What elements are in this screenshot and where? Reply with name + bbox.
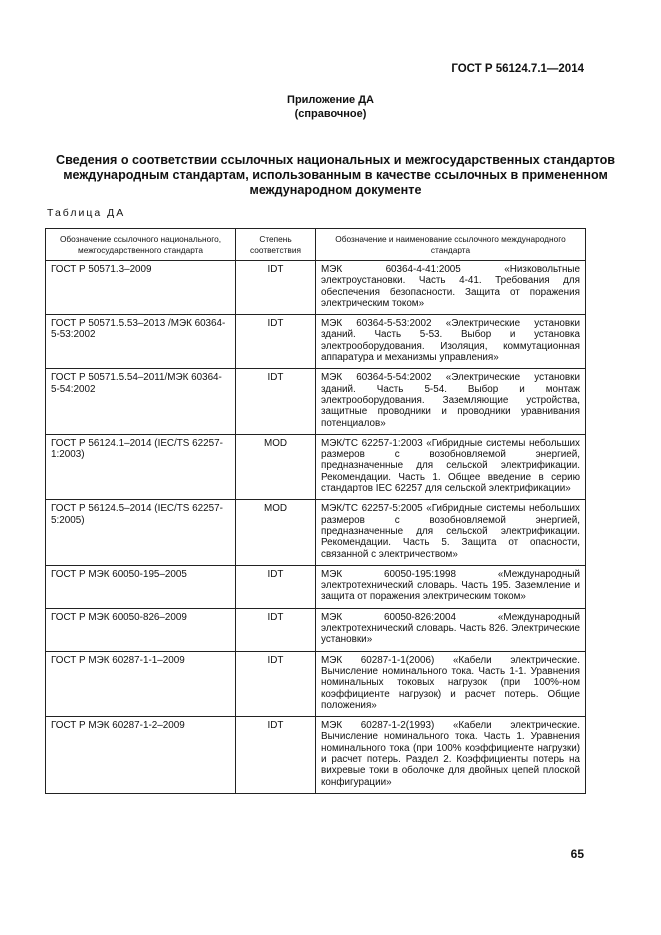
cell-degree: IDT [236,651,316,716]
table-header-row [46,229,586,261]
column-header-national-standard: Обозначение ссылочного национального, межгосударственного стандарта [46,229,236,261]
table-row [46,565,586,608]
cell-national-standard: ГОСТ Р МЭК 60050-195–2005 [46,565,236,608]
cell-international-standard: МЭК/ТС 62257-5:2005 «Гибридные системы небольших размеров с возобновляемой энергией, предназначенные для сельской электрификации. Рекомендации. Часть 5. Защита от опасности, связанной с электричеством» [316,500,586,565]
cell-international-standard: МЭК 60050-195:1998 «Международный электротехнический словарь. Часть 195. Заземление и защита от поражения электрическим током» [316,565,586,608]
cell-degree: MOD [236,434,316,499]
cell-degree: IDT [236,369,316,434]
column-header-international-standard: Обозначение и наименование ссылочного международного стандарта [316,229,586,261]
table-row [46,500,586,565]
table-row [46,369,586,434]
table-body [46,261,586,794]
cell-international-standard: МЭК 60287-1-2(1993) «Кабели электрические. Вычисление номинального тока. Часть 1. Уравнения номинального тока (при 100% коэффициенте нагрузки) и расчет потерь. Раздел 2. Коэффициенты потерь на вихревые токи в оболочке для двойных цепей плоской конфигурации» [316,717,586,794]
cell-national-standard: ГОСТ Р МЭК 60287-1-1–2009 [46,651,236,716]
cell-national-standard: ГОСТ Р МЭК 60287-1-2–2009 [46,717,236,794]
cell-degree: IDT [236,315,316,369]
cell-national-standard: ГОСТ Р 50571.5.53–2013 /МЭК 60364-5-53:2002 [46,315,236,369]
page-number: 65 [570,847,584,861]
cell-degree: IDT [236,261,316,315]
cell-national-standard: ГОСТ Р МЭК 60050-826–2009 [46,608,236,651]
annex-title: Приложение ДА [287,94,374,106]
cell-international-standard: МЭК 60050-826:2004 «Международный электротехнический словарь. Часть 826. Электрические установки» [316,608,586,651]
column-header-degree: Степень соответствия [236,229,316,261]
section-heading: Сведения о соответствии ссылочных национальных и межгосударственных стандартов международным стандартам, использованным в качестве ссылочных в примененном международном документе [55,153,616,197]
cell-international-standard: МЭК 60364-5-54:2002 «Электрические установки зданий. Часть 5-54. Выбор и монтаж электрооборудования. Заземляющие устройства, защитные проводники и проводники уравнивания потенциалов» [316,369,586,434]
cell-degree: MOD [236,500,316,565]
cell-national-standard: ГОСТ Р 50571.3–2009 [46,261,236,315]
cell-degree: IDT [236,717,316,794]
cell-international-standard: МЭК 60364-5-53:2002 «Электрические установки зданий. Часть 5-53. Выбор и установка электрооборудования. Изоляция, коммутационная аппаратура и механизмы управления» [316,315,586,369]
cell-degree: IDT [236,565,316,608]
table-row [46,717,586,794]
table-row [46,651,586,716]
annex-heading [0,93,661,121]
table-row [46,434,586,499]
cell-international-standard: МЭК/ТС 62257-1:2003 «Гибридные системы небольших размеров с возобновляемой энергией, предназначенные для сельской электрификации. Рекомендации. Часть 1. Общее введение в серию стандартов IEC 62257 для сельской электрификации» [316,434,586,499]
standards-table [45,228,586,794]
table-row [46,315,586,369]
cell-international-standard: МЭК 60364-4-41:2005 «Низковольтные электроустановки. Часть 4-41. Требования для обеспечения безопасности. Защита от поражения электрическим током» [316,261,586,315]
table-row [46,608,586,651]
table-row [46,261,586,315]
cell-national-standard: ГОСТ Р 56124.1–2014 (IEC/TS 62257-1:2003) [46,434,236,499]
cell-national-standard: ГОСТ Р 56124.5–2014 (IEC/TS 62257-5:2005) [46,500,236,565]
cell-degree: IDT [236,608,316,651]
annex-subtitle: (справочное) [294,108,367,120]
cell-international-standard: МЭК 60287-1-1(2006) «Кабели электрические. Вычисление номинального тока. Часть 1-1. Уравнения номинальных токовых нагрузок (при 100%-ном коэффициенте нагрузок) и расчет потерь. Общие положения» [316,651,586,716]
table-caption: Таблица ДА [47,207,126,219]
document-code: ГОСТ Р 56124.7.1—2014 [451,63,584,75]
cell-national-standard: ГОСТ Р 50571.5.54–2011/МЭК 60364-5-54:2002 [46,369,236,434]
